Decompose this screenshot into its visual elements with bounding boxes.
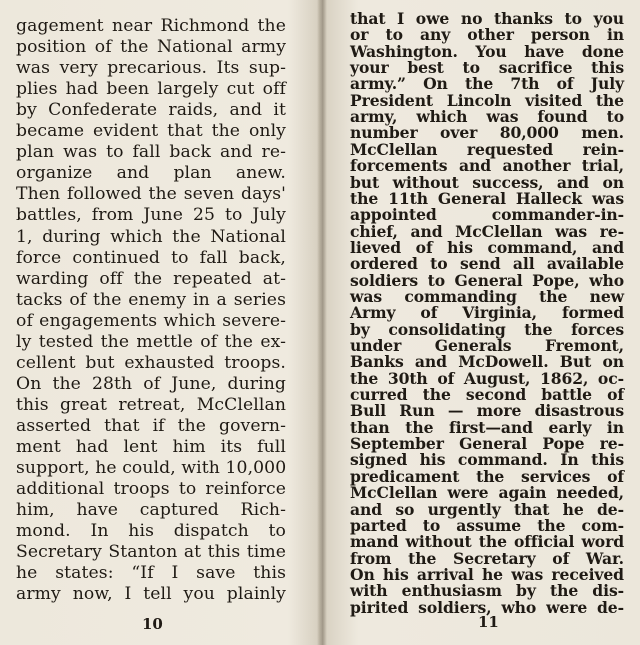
text-line: forcements and another trial, [350, 156, 624, 176]
right-page [326, 0, 640, 645]
text-line: September General Pope re- [350, 434, 624, 454]
text-line: additional troops to reinforce [16, 479, 286, 500]
text-line: your best to sacrifice this [350, 58, 624, 78]
text-line: Then followed the seven days' [16, 184, 286, 205]
text-line: was very precarious. Its sup- [16, 58, 286, 79]
text-line: Bull Run — more disastrous [350, 401, 624, 421]
text-line: under Generals Fremont, [350, 336, 624, 355]
text-line: Secretary Stanton at this time [16, 542, 286, 563]
text-line: parted to assume the com- [350, 515, 624, 535]
text-line: plan was to fall back and re- [16, 142, 286, 163]
text-line: by consolidating the forces [350, 319, 624, 339]
text-line: him, have captured Rich- [16, 500, 286, 521]
text-line: ordered to send all available [350, 254, 624, 274]
text-line: curred the second battle of [350, 385, 624, 405]
text-line: army, which was found to [350, 107, 624, 127]
text-line: force continued to fall back, [16, 247, 286, 268]
text-line: President Lincoln visited the [350, 90, 624, 110]
text-line: number over 80,000 men. [350, 123, 624, 143]
text-line: soldiers to General Pope, who [350, 270, 624, 290]
text-line: warding off the repeated at- [16, 268, 286, 289]
text-line: McClellan requested rein- [350, 139, 624, 159]
text-line: from the Secretary of War. [350, 548, 624, 568]
text-line: McClellan were again needed, [350, 483, 624, 503]
text-line: battles, from June 25 to July [16, 205, 286, 226]
text-line: asserted that if the govern- [16, 415, 286, 436]
right-page-number: 11 [478, 613, 499, 631]
text-line: chief, and McClellan was re- [350, 221, 624, 241]
text-line: signed his command. In this [350, 450, 624, 470]
text-line: predicament the services of [350, 466, 624, 486]
text-line: by Confederate raids, and it [16, 100, 286, 121]
text-line: became evident that the only [16, 121, 286, 142]
text-line: army now, I tell you plainly [16, 584, 286, 605]
text-line: this great retreat, McClellan [16, 394, 286, 415]
text-line: appointed commander-in- [350, 205, 624, 225]
left-page [0, 0, 318, 645]
text-line: lieved of his command, and [350, 237, 624, 257]
text-line: was commanding the new [350, 286, 624, 306]
text-line: pirited soldiers, who were de- [350, 597, 624, 617]
text-line: the 30th of August, 1862, oc- [350, 368, 624, 388]
text-line: with enthusiasm by the dis- [350, 581, 624, 601]
text-line: the 11th General Halleck was [350, 188, 624, 208]
text-line: mand without the official word [350, 532, 624, 552]
text-line: or to any other person in [350, 25, 624, 45]
text-line: position of the National army [16, 37, 286, 58]
text-line: than the first—and early in [350, 417, 624, 437]
text-line: ment had lent him its full [16, 437, 286, 457]
text-line: On his arrival he was received [350, 564, 624, 584]
text-line: plies had been largely cut off [16, 79, 286, 100]
text-line: 1, during which the National [16, 226, 286, 247]
text-line: ly tested the mettle of the ex- [16, 331, 286, 352]
text-line: gagement near Richmond the [16, 16, 286, 36]
text-line: Banks and McDowell. But on [350, 352, 624, 372]
text-line: he states: “If I save this [16, 563, 286, 584]
text-line: On the 28th of June, during [16, 373, 286, 394]
text-line: support, he could, with 10,000 [16, 458, 287, 479]
text-line: organize and plan anew. [16, 163, 286, 184]
text-line: cellent but exhausted troops. [16, 352, 286, 373]
left-page-number: 10 [142, 615, 163, 633]
text-line: army.” On the 7th of July [350, 74, 624, 94]
text-line: mond. In his dispatch to [16, 521, 286, 542]
text-line: that I owe no thanks to you [350, 9, 624, 28]
text-line: Washington. You have done [350, 41, 624, 61]
text-line: Army of Virginia, formed [350, 303, 624, 323]
text-line: tacks of the enemy in a series [16, 289, 286, 310]
text-line: and so urgently that he de- [350, 499, 624, 519]
text-line: of engagements which severe- [16, 310, 286, 331]
text-line: but without success, and on [350, 172, 624, 192]
